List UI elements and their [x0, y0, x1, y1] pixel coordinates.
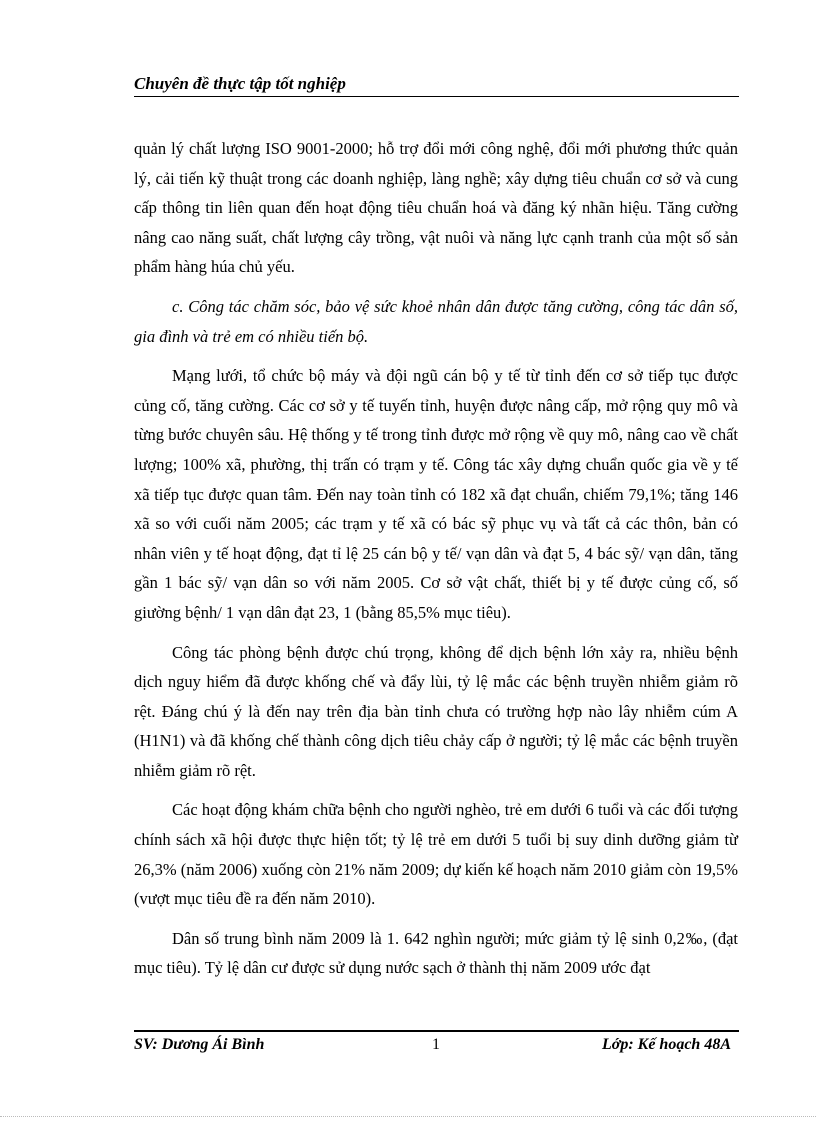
paragraph-disease-prevention: Công tác phòng bệnh được chú trọng, không để dịch bệnh lớn xảy ra, nhiều bệnh dịch nguy hiểm đã được khống chế và đẩy lùi, tỷ lệ mắc các bệnh truyền nhiễm giảm rõ rệt. Đáng chú ý là đến nay trên địa bàn tỉnh chưa có trường hợp nào lây nhiễm cúm A (H1N1) và đã khống chế thành công dịch tiêu chảy cấp ở người; tỷ lệ mắc các bệnh truyền nhiễm giảm rõ rệt. [134, 642, 738, 780]
paragraph-iso-quality: quản lý chất lượng ISO 9001-2000; hỗ trợ đổi mới công nghệ, đổi mới phương thức quản lý, cải tiến kỹ thuật trong các doanh nghiệp, làng nghề; xây dựng tiêu chuẩn cơ sở và cung cấp thông tin liên quan đến hoạt động tiêu chuẩn hoá và đăng ký nhãn hiệu. Tăng cường nâng cao năng suất, chất lượng cây trồng, vật nuôi và năng lực cạnh tranh của một số sản phẩm hàng húa chủ yếu. [134, 139, 738, 277]
section-heading-healthcare: c. Công tác chăm sóc, bảo vệ sức khoẻ nhân dân được tăng cường, công tác dân số, gia đình và trẻ em có nhiều tiến bộ. [134, 296, 738, 346]
document-body [134, 134, 738, 993]
page-bottom-edge [0, 1116, 816, 1117]
footer-page-number: 1 [432, 1036, 440, 1053]
document-footer [134, 1036, 739, 1058]
header-divider [134, 96, 739, 97]
footer-divider [134, 1030, 739, 1032]
paragraph-health-network: Mạng lưới, tổ chức bộ máy và đội ngũ cán bộ y tế từ tỉnh đến cơ sở tiếp tục được củng cố, tăng cường. Các cơ sở y tế tuyến tỉnh, huyện được nâng cấp, mở rộng quy mô và từng bước chuyên sâu. Hệ thống y tế trong tỉnh được mở rộng về quy mô, nâng cao về chất lượng; 100% xã, phường, thị trấn có trạm y tế. Công tác xây dựng chuẩn quốc gia về y tế xã tiếp tục được quan tâm. Đến nay toàn tỉnh có 182 xã đạt chuẩn, chiếm 79,1%; tăng 146 xã so với cuối năm 2005; các trạm y tế xã có bác sỹ phục vụ và tất cả các thôn, bản có nhân viên y tế hoạt động, đạt tỉ lệ 25 cán bộ y tế/ vạn dân và đạt 5, 4 bác sỹ/ vạn dân, tăng gần 1 bác sỹ/ vạn dân so với năm 2005. Cơ sở vật chất, thiết bị y tế được củng cố, số giường bệnh/ 1 vạn dân đạt 23, 1 (bằng 85,5% mục tiêu). [134, 366, 738, 622]
document-header-title: Chuyên đề thực tập tốt nghiệp [134, 74, 346, 93]
footer-class-name: Lớp: Kế hoạch 48A [601, 1036, 731, 1053]
paragraph-medical-care-poor: Các hoạt động khám chữa bệnh cho người nghèo, trẻ em dưới 6 tuổi và các đối tượng chính sách xã hội được thực hiện tốt; tỷ lệ trẻ em dưới 5 tuổi bị suy dinh dưỡng giảm từ 26,3% (năm 2006) xuống còn 21% năm 2009; dự kiến kế hoạch năm 2010 giảm còn 19,5% (vượt mục tiêu đề ra đến năm 2010). [134, 800, 738, 909]
paragraph-population: Dân số trung bình năm 2009 là 1. 642 nghìn người; mức giảm tỷ lệ sinh 0,2‰, (đạt mục tiêu). Tỷ lệ dân cư được sử dụng nước sạch ở thành thị năm 2009 ước đạt [134, 928, 738, 978]
footer-student-name: SV: Dương Ái Bình [134, 1036, 265, 1053]
